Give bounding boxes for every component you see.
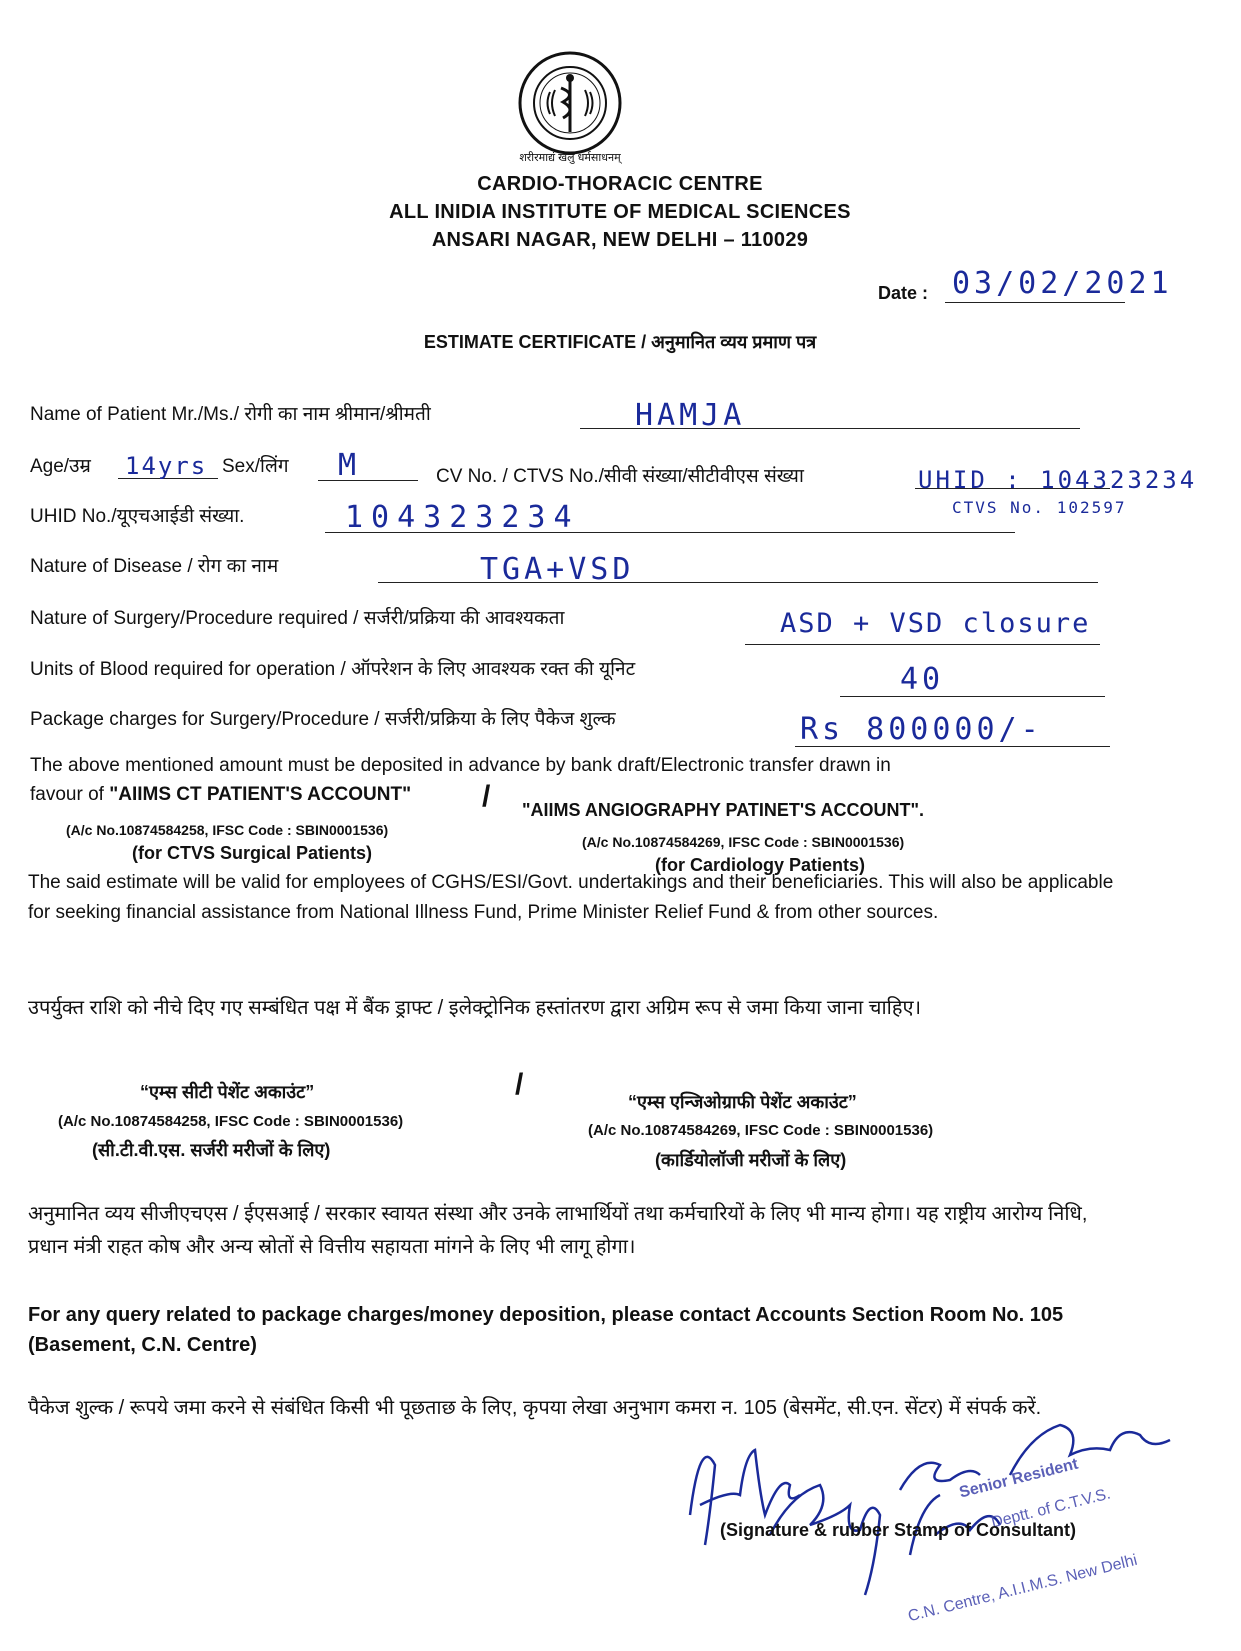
ct-account-name: "AIIMS CT PATIENT'S ACCOUNT" <box>109 784 412 805</box>
ct-account-name-hi: “एम्स सीटी पेशेंट अकाउंट” <box>140 1082 315 1102</box>
deposit-instruction-hi: उपर्युक्त राशि को नीचे दिए गए सम्बंधित पक्ष में बैंक ड्राफ्ट / इलेक्ट्रोनिक हस्तांतरण द्वारा अग्रिम रूप से जमा किया जाना चाहिए। <box>28 997 922 1019</box>
date-label: Date : <box>878 283 929 303</box>
date-underline <box>945 302 1125 303</box>
angio-account-name: "AIIMS ANGIOGRAPHY PATINET'S ACCOUNT". <box>522 800 925 820</box>
blood-units-label: Units of Blood required for operation / ऑपरेशन के लिए आवश्यक रक्त की यूनिट <box>30 659 636 680</box>
patient-name-value: HAMJA <box>635 398 746 433</box>
disease-label: Nature of Disease / रोग का नाम <box>30 556 279 577</box>
blood-units-value: 40 <box>900 662 945 697</box>
aiims-logo <box>515 48 625 158</box>
stamp-centre: C.N. Centre, A.I.I.M.S. New Delhi <box>906 1551 1140 1626</box>
ct-account-purpose: (for CTVS Surgical Patients) <box>132 843 373 863</box>
cv-no-label: CV No. / CTVS No./सीवी संख्या/सीटीवीएस संख्या <box>436 466 804 487</box>
validity-statement-hi: अनुमानित व्यय सीजीएचएस / ईएसआई / सरकार स्वायत संस्था और उनके लाभार्थियों तथा कर्मचारियों के लिए भी मान्य होगा। यह राष्ट्रीय आरोग्य निधि, प्रधान मंत्री राहत कोष और अन्य स्रोतों से वित्तीय सहायता मांगने के लिए भी लागू होगा। <box>28 1203 1088 1258</box>
age-label: Age/उम्र <box>30 456 91 477</box>
sex-label: Sex/लिंग <box>222 456 289 477</box>
deposit-instruction-line1: The above mentioned amount must be deposited in advance by bank draft/Electronic transfer drawn in <box>30 755 891 776</box>
account-separator: / <box>482 780 491 813</box>
header-institute-name: ALL INIDIA INSTITUTE OF MEDICAL SCIENCES <box>389 201 851 223</box>
stamp-designation: Senior Resident <box>957 1455 1080 1502</box>
angio-account-name-hi: “एम्स एन्जिओग्राफी पेशेंट अकाउंट” <box>628 1092 857 1112</box>
angio-account-purpose-hi: (कार्डियोलॉजी मरीजों के लिए) <box>655 1150 847 1170</box>
account-separator-hi: / <box>515 1068 524 1101</box>
surgery-underline <box>745 644 1100 645</box>
angio-account-details-hi: (A/c No.10874584269, IFSC Code : SBIN0001536) <box>588 1122 934 1139</box>
cv-no-value-ctvs: CTVS No. 102597 <box>952 498 1127 517</box>
uhid-value: 104323234 <box>345 500 580 535</box>
patient-name-label: Name of Patient Mr./Ms./ रोगी का नाम श्रीमान/श्रीमती <box>30 404 431 425</box>
sex-value: M <box>338 448 361 483</box>
package-charges-label: Package charges for Surgery/Procedure / सर्जरी/प्रक्रिया के लिए पैकेज शुल्क <box>30 709 616 730</box>
query-contact-en: For any query related to package charges/money deposition, please contact Accounts Section Room No. 105 (Basement, C.N. Centre) <box>28 1304 1064 1356</box>
angio-account-details: (A/c No.10874584269, IFSC Code : SBIN0001536) <box>582 834 905 850</box>
header-centre-name: CARDIO-THORACIC CENTRE <box>477 173 763 195</box>
angio-account-purpose: (for Cardiology Patients) <box>655 855 866 875</box>
signature-label: (Signature & rubber Stamp of Consultant) <box>720 1520 1077 1540</box>
surgery-label: Nature of Surgery/Procedure required / सर्जरी/प्रक्रिया की आवश्यकता <box>30 608 565 629</box>
logo-motto: शरीरमाद्यं खलु धर्मसाधनम् <box>519 152 621 164</box>
cv-no-value-uhid: UHID : 104323234 <box>918 466 1198 494</box>
query-contact-hi: पैकेज शुल्क / रूपये जमा करने से संबंधित किसी भी पूछताछ के लिए, कृपया लेखा अनुभाग कमरा न. 105 (बेसमेंट, सी.एन. सेंटर) में संपर्क करें. <box>28 1397 1042 1419</box>
header-address: ANSARI NAGAR, NEW DELHI – 110029 <box>431 229 809 251</box>
sex-underline <box>318 480 418 481</box>
deposit-favour-prefix: favour of <box>30 784 110 805</box>
ct-account-purpose-hi: (सी.टी.वी.एस. सर्जरी मरीजों के लिए) <box>92 1140 331 1160</box>
stamp-department: Deptt. of C.T.V.S. <box>989 1485 1113 1532</box>
package-charges-value: Rs 800000/- <box>800 712 1043 747</box>
age-value: 14yrs <box>125 452 208 480</box>
ct-account-details-hi: (A/c No.10874584258, IFSC Code : SBIN0001536) <box>58 1113 404 1130</box>
certificate-title: ESTIMATE CERTIFICATE / अनुमानित व्यय प्रमाण पत्र <box>423 332 817 352</box>
surgery-value: ASD + VSD closure <box>780 608 1091 639</box>
ct-account-details: (A/c No.10874584258, IFSC Code : SBIN0001536) <box>66 822 389 838</box>
uhid-label: UHID No./यूएचआईडी संख्या. <box>30 506 245 527</box>
blood-units-underline <box>840 696 1105 697</box>
deposit-instruction-line2 <box>30 784 411 806</box>
validity-statement-en: The said estimate will be valid for employees of CGHS/ESI/Govt. undertakings and their beneficiaries. This will also be applicable for seeking financial assistance from National Illness Fund, Prime Minister Relief Fund & from other sources. <box>28 872 1114 923</box>
date-value: 03/02/2021 <box>952 266 1173 301</box>
disease-value: TGA+VSD <box>480 552 635 587</box>
